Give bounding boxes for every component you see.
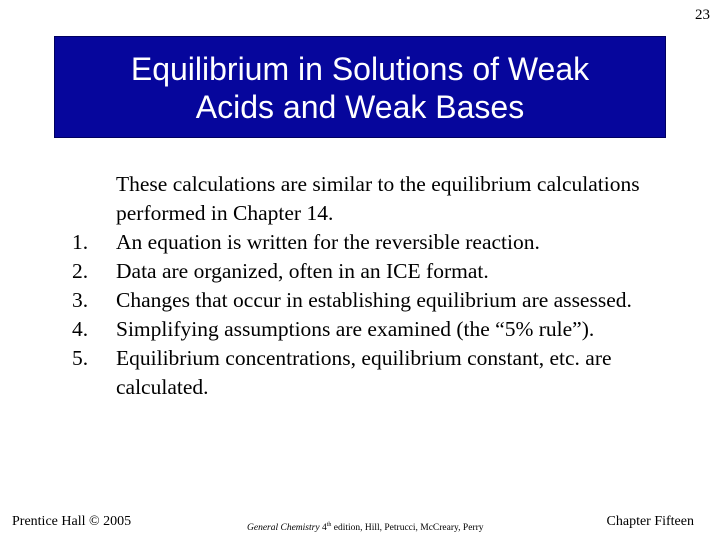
step-text: An equation is written for the reversible reaction. — [116, 230, 540, 254]
slide-title-banner — [54, 36, 666, 138]
slide-title-line-2: Acids and Weak Bases — [195, 89, 525, 125]
step-number: 1. — [72, 230, 89, 254]
step-text: Changes that occur in establishing equilibrium are assessed. — [116, 288, 632, 312]
step-number: 2. — [72, 259, 89, 283]
step-item — [0, 257, 661, 286]
step-number: 4. — [72, 317, 89, 341]
footer-chapter: Chapter Fifteen — [606, 514, 694, 529]
step-number: 5. — [72, 346, 89, 370]
step-text: Equilibrium concentrations, equilibrium constant, etc. are calculated. — [116, 346, 612, 399]
step-item — [0, 286, 661, 315]
step-text: Data are organized, often in an ICE format. — [116, 259, 489, 283]
footer-book-title: General Chemistry — [247, 523, 320, 533]
footer-copyright: Prentice Hall © 2005 — [12, 514, 132, 529]
footer-edition-suffix: th — [326, 521, 332, 528]
steps-list — [0, 228, 720, 402]
step-number: 3. — [72, 288, 89, 312]
step-item — [0, 315, 661, 344]
footer-authors: edition, Hill, Petrucci, McCreary, Perry — [331, 523, 484, 533]
footer-book-citation — [247, 523, 484, 533]
step-text: Simplifying assumptions are examined (the “5% rule”). — [116, 317, 595, 341]
footer-edition-number: 4 — [321, 523, 327, 533]
slide-title-line-1: Equilibrium in Solutions of Weak — [130, 51, 590, 87]
intro-paragraph: These calculations are similar to the equilibrium calculations performed in Chapter 14. — [116, 172, 640, 225]
slide-title — [131, 50, 589, 126]
step-item — [0, 344, 661, 402]
step-item — [0, 228, 661, 257]
page-number: 23 — [695, 7, 710, 23]
